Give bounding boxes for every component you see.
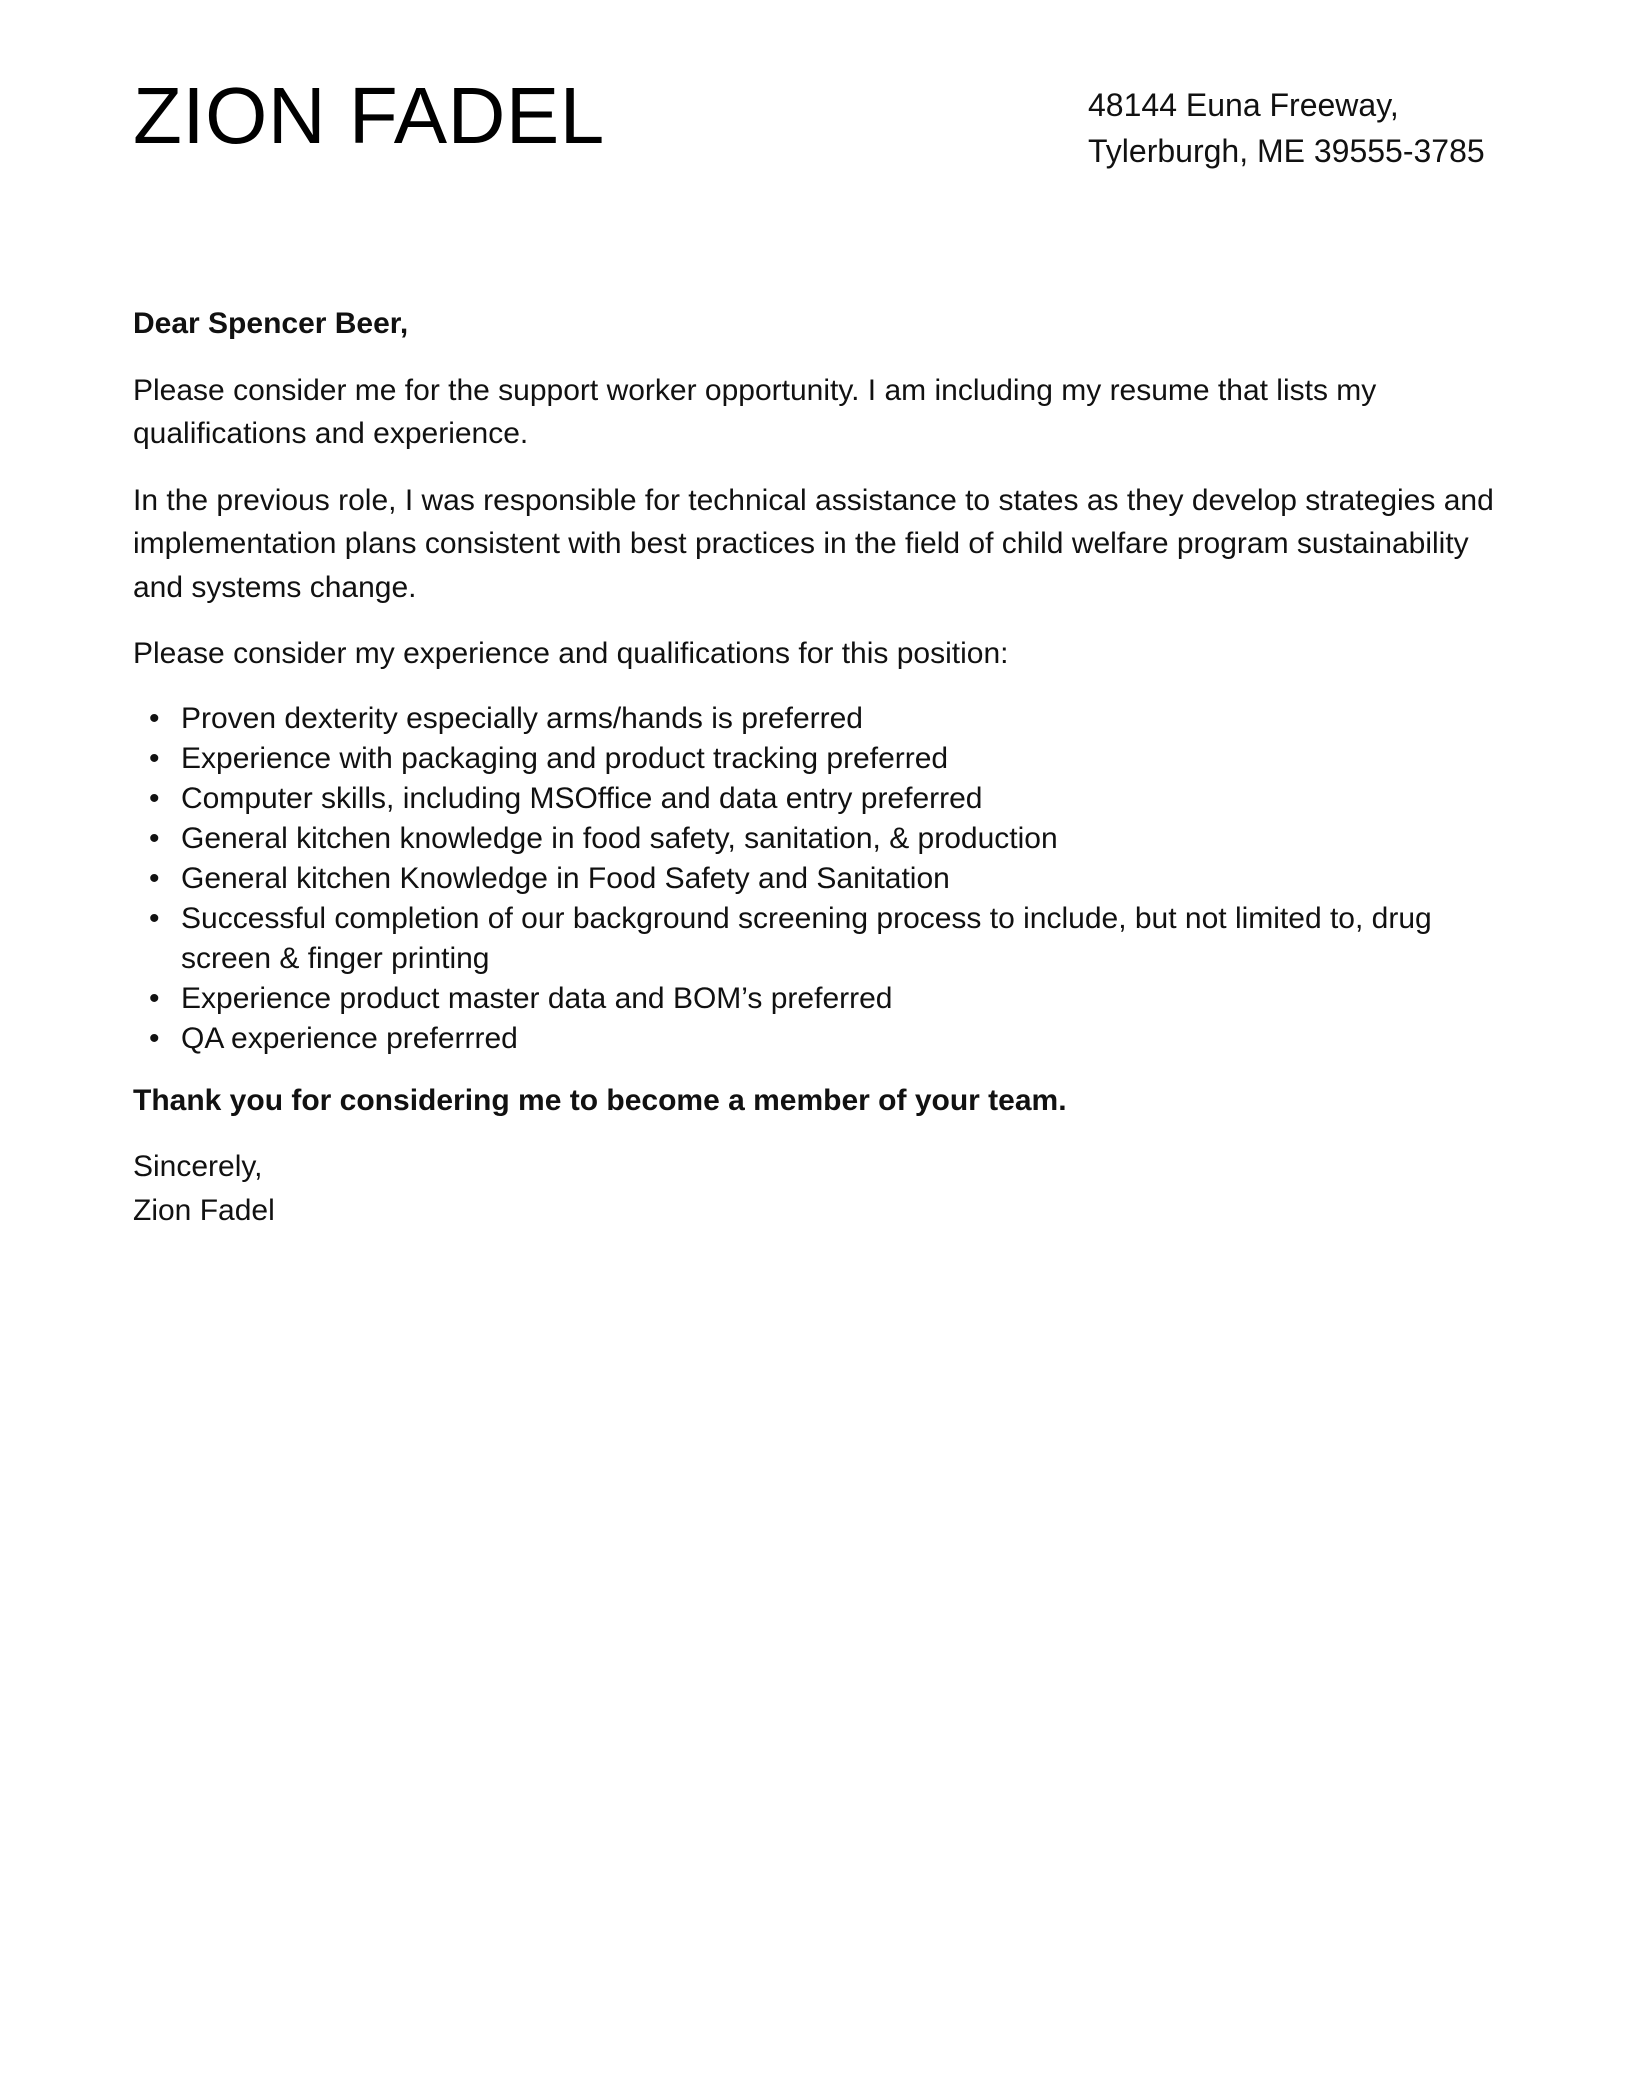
list-item: [149, 779, 1503, 819]
list-item: [149, 979, 1503, 1019]
address-line-1: 48144 Euna Freeway,: [1088, 87, 1399, 123]
list-item: [149, 899, 1503, 979]
list-item: [149, 1019, 1503, 1059]
signature-name: Zion Fadel: [133, 1193, 275, 1227]
address-line-2: Tylerburgh, ME 39555-3785: [1088, 133, 1485, 169]
bullet-icon: •: [149, 821, 160, 855]
list-item-text: Successful completion of our background screening process to include, but not limited to, drug screen & finger printing: [181, 901, 1432, 975]
experience-paragraph: In the previous role, I was responsible for technical assistance to states as they develop strategies and implementation plans consistent with best practices in the field of child welfare program sustainability and systems change.: [133, 483, 1494, 604]
qualifications-list: [133, 699, 1503, 1059]
list-item: [149, 819, 1503, 859]
closing-statement: Thank you for considering me to become a member of your team.: [133, 1083, 1067, 1117]
bullet-icon: •: [149, 701, 160, 735]
list-item-text: Computer skills, including MSOffice and data entry preferred: [181, 781, 983, 815]
list-item-text: General kitchen knowledge in food safety, sanitation, & production: [181, 821, 1058, 855]
list-item: [149, 859, 1503, 899]
salutation: Dear Spencer Beer,: [133, 307, 409, 340]
valediction: Sincerely,: [133, 1150, 263, 1183]
list-item-text: General kitchen Knowledge in Food Safety and Sanitation: [181, 861, 950, 895]
bullet-icon: •: [149, 981, 160, 1015]
bullet-icon: •: [149, 1021, 160, 1055]
intro-paragraph: Please consider me for the support worker opportunity. I am including my resume that lists my qualifications and experience.: [133, 373, 1377, 450]
qualifications-intro: Please consider my experience and qualifications for this position:: [133, 637, 1009, 670]
letter-body: [133, 302, 1503, 1232]
applicant-name-heading: ZION FADEL: [133, 71, 605, 160]
list-item: [149, 699, 1503, 739]
list-item-text: Proven dexterity especially arms/hands is preferred: [181, 701, 863, 735]
list-item-text: QA experience preferrred: [181, 1021, 518, 1055]
applicant-address: [1088, 82, 1485, 174]
bullet-icon: •: [149, 781, 160, 815]
list-item-text: Experience product master data and BOM’s preferred: [181, 981, 893, 1015]
bullet-icon: •: [149, 741, 160, 775]
bullet-icon: •: [149, 861, 160, 895]
list-item-text: Experience with packaging and product tracking preferred: [181, 741, 949, 775]
list-item: [149, 739, 1503, 779]
bullet-icon: •: [149, 901, 160, 935]
